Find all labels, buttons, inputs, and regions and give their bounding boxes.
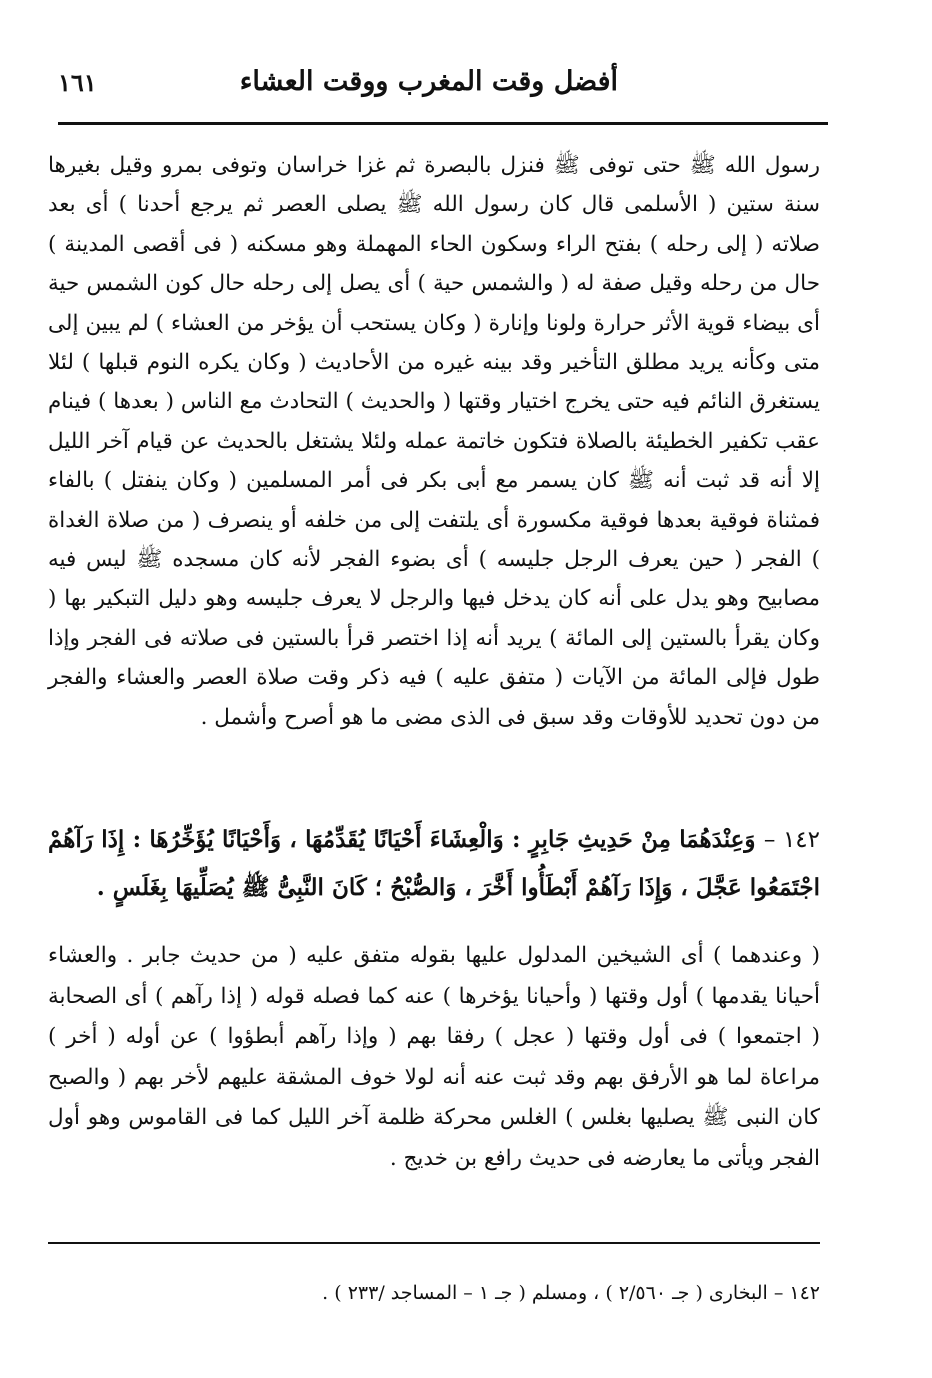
hadith-text: وَعِنْدَهُمَا مِنْ حَدِيثِ جَابِرٍ : وَالْعِشَاءَ أَحْيَانًا يُقَدِّمُهَا ، وَأَحْيَانًا يُؤَخِّرُهَا : إِذَا رَآهُمْ اجْتَمَعُوا عَجَّلَ ، وَإِذَا رَآهُمْ أَبْطَأُوا أَخَّرَ ، وَالصُّبْحُ ؛ كَانَ النَّبِىُّ ﷺ يُصَلِّيهَا بِغَلَسٍ . [48,826,820,901]
hadith-paragraph [48,816,820,912]
footnote-rule [48,1242,820,1244]
page-header [58,62,828,112]
header-rule [58,122,828,125]
commentary-text: ( وعندهما ) أى الشيخين المدلول عليها بقوله متفق عليه ( من حديث جابر . والعشاء أحيانا يقدمها ) أول وقتها ( وأحيانا يؤخرها ) عنه كما فصله قوله ( إذا رآهم ) أى الصحابة ( اجتمعوا ) فى أول وقتها ( عجل ) رفقا بهم ( وإذا رآهم أبطؤوا ) عن أوله ( أخر ) مراعاة لما هو الأرفق بهم وقد ثبت عنه أنه لولا خوف المشقة عليهم لأخر بهم ( والصبح كان النبى ﷺ يصليها بغلس ) الغلس محركة ظلمة آخر الليل كما فى القاموس وهو أول الفجر ويأتى ما يعارضه فى حديث رافع بن خديج . [48,943,820,1171]
commentary-paragraph-2 [48,936,820,1179]
commentary-paragraph-1 [48,146,820,737]
hadith-142 [48,816,820,912]
running-title: أفضل وقت المغرب ووقت العشاء [239,66,618,97]
hadith-number: ١٤٢ – [763,827,821,853]
footnote: ١٤٢ – البخارى ( جـ ٢/٥٦٠ ) ، ومسلم ( جـ ١ – المساجد /٢٣٣ ) . [322,1282,820,1304]
page-number: ١٦١ [58,68,97,97]
commentary-text: رسول الله ﷺ حتى توفى ﷺ فنزل بالبصرة ثم غزا خراسان وتوفى بمرو وقيل بغيرها سنة ستين ( الأسلمى قال كان رسول الله ﷺ يصلى العصر ثم يرجع أحدنا ) أى بعد صلاته ( إلى رحله ) بفتح الراء وسكون الحاء المهملة وهو مسكنه ( فى أقصى المدينة ) حال من رحله وقيل صفة له ( والشمس حية ) أى يصل إلى رحله حال كون الشمس حية أى بيضاء قوية الأثر حرارة ولونا وإنارة ( وكان يستحب أن يؤخر من العشاء ) لم يبين إلى متى وكأنه يريد مطلق التأخير وقد بينه غيره من الأحاديث ( وكان يكره النوم قبلها ) لئلا يستغرق النائم فيه حتى يخرج اختيار وقتها ( والحديث ) التحادث مع الناس ( بعدها ) فينام عقب تكفير الخطيئة بالصلاة فتكون خاتمة عمله ولئلا يشتغل بالحديث عن قيام آخر الليل إلا أنه قد ثبت أنه ﷺ كان يسمر مع أبى بكر فى أمر المسلمين ( وكان ينفتل ) بالفاء فمثناة فوقية بعدها فوقية مكسورة أى يلتفت إلى من خلفه أو ينصرف ( من صلاة الغداة ) الفجر ( حين يعرف الرجل جليسه ) أى بضوء الفجر لأنه كان مسجده ﷺ ليس فيه مصابيح وهو يدل على أنه كان يدخل فيها والرجل لا يعرف جليسه وهو دليل التبكير بها ( وكان يقرأ بالستين إلى المائة ) يريد أنه إذا اختصر قرأ بالستين فى صلاته فى الفجر وإذا طول فإلى المائة من الآيات ( متفق عليه ) فيه ذكر وقت صلاة العصر والعشاء والفجر من دون تحديد للأوقات وقد سبق فى الذى مضى ما هو أصرح وأشمل . [48,153,821,730]
